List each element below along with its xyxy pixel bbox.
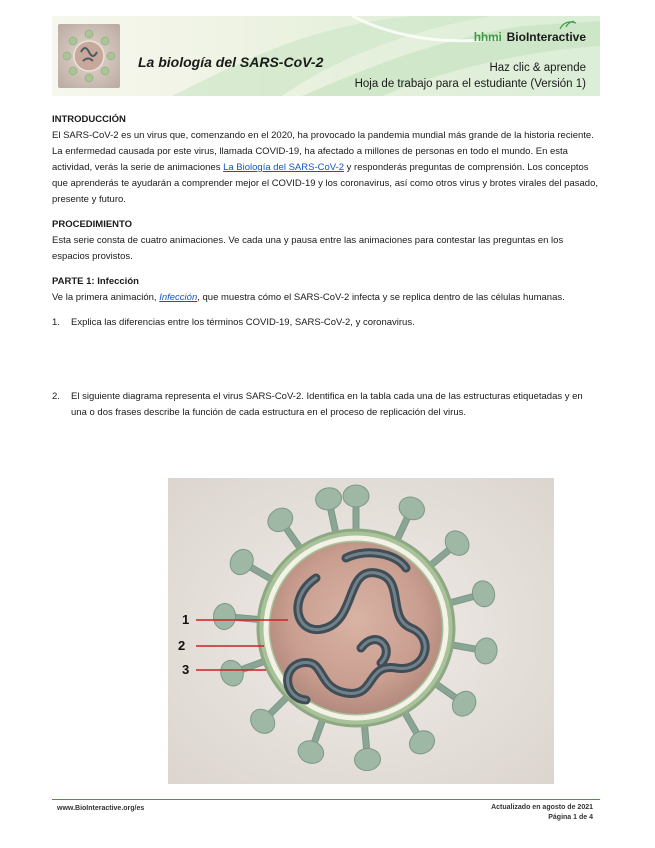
procedure-heading: PROCEDIMIENTO <box>52 219 133 230</box>
part1-paragraph <box>52 290 600 306</box>
virus-illustration <box>168 478 554 784</box>
worksheet-title: La biología del SARS-CoV-2 <box>138 54 324 70</box>
question-number: 1. <box>52 317 60 328</box>
part1-label: PARTE 1 <box>52 276 92 287</box>
header-subtitle-worksheet: Hoja de trabajo para el estudiante (Versión 1) <box>354 78 586 90</box>
footer-divider <box>52 799 600 800</box>
header-subtitle-click-learn: Haz clic & aprende <box>489 62 586 74</box>
footer-updated: Actualizado en agosto de 2021 <box>491 804 593 811</box>
label-2: 2 <box>178 638 186 653</box>
footer-info <box>491 803 593 823</box>
footer-website: www.BioInteractive.org/es <box>57 805 145 812</box>
header-banner <box>52 16 600 96</box>
intro-text-1: El SARS-CoV-2 es un virus que, comenzando en el 2020, ha provocado la pandemia mundial más grande de la historia reciente. La enfermedad causada por este virus, llamada COVID-19, ha afectado a millones de personas en todo el mundo. En esta actividad, verás la serie de animaciones <box>52 130 594 173</box>
label-1: 1 <box>182 612 190 627</box>
procedure-paragraph: Esta serie consta de cuatro animaciones. Ve cada una y pausa entre las animaciones para contestar las preguntas en los espacios provistos. <box>52 235 564 262</box>
label-3: 3 <box>182 662 190 677</box>
infection-animation-link[interactable]: Infección <box>159 292 198 303</box>
intro-paragraph <box>52 128 600 208</box>
brand-logo <box>474 30 586 44</box>
brand-hhmi: hhmi <box>473 30 502 44</box>
question-number: 2. <box>52 391 60 402</box>
part1-heading <box>52 274 600 290</box>
intro-text-2: y responderás preguntas de comprensión. Los conceptos que aprenderás te ayudarán a comprender mejor el COVID-19 y los coronavirus, así como otros virus y brotes virales del pasado, presente y futuro. <box>52 162 598 205</box>
question-text: El siguiente diagrama representa el virus SARS-CoV-2. Identifica en la tabla cada una de las estructuras etiquetadas y en una o dos frases describe la función de cada estructura en el proceso de replicación del virus. <box>71 391 583 418</box>
animation-series-link[interactable]: La Biología del SARS-CoV-2 <box>223 162 345 173</box>
part1-text-2: , que muestra cómo el SARS-CoV-2 infecta y se replica dentro de las células humanas. <box>197 292 565 303</box>
part1-text-1: Ve la primera animación, <box>52 292 160 303</box>
question-2 <box>52 389 600 421</box>
footer-page-number: Página 1 de 4 <box>548 814 593 821</box>
brand-biointeractive: BioInteractive <box>506 30 586 44</box>
question-1 <box>52 315 600 331</box>
sars-cov-2-diagram <box>168 478 554 784</box>
worksheet-body <box>52 112 600 421</box>
intro-heading: INTRODUCCIÓN <box>52 114 126 125</box>
question-text: Explica las diferencias entre los términos COVID-19, SARS-CoV-2, y coronavirus. <box>71 317 415 328</box>
part1-title: : Infección <box>91 276 139 287</box>
virus-thumbnail-logo <box>58 24 120 88</box>
